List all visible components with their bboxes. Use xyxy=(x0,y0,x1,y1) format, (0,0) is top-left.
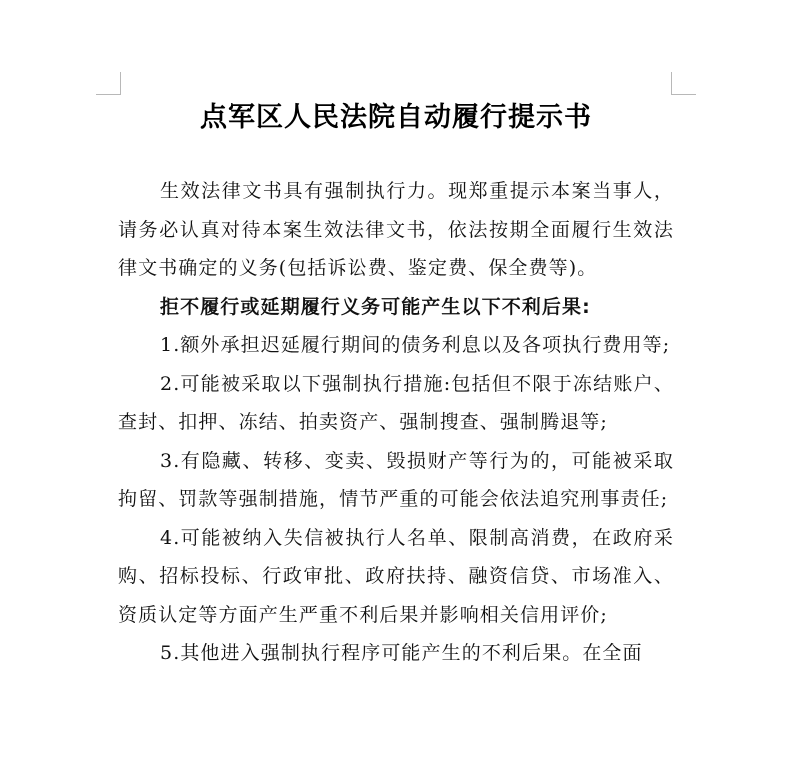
consequence-item-2: 2.可能被采取以下强制执行措施:包括但不限于冻结账户、查封、扣押、冻结、拍卖资产、强制搜查、强制腾退等; xyxy=(118,372,674,433)
consequence-item-3: 3.有隐藏、转移、变卖、毁损财产等行为的，可能被采取拘留、罚款等强制措施，情节严重的可能会依法追究刑事责任; xyxy=(118,449,674,510)
consequence-item-5: 5.其他进入强制执行程序可能产生的不利后果。在全面 xyxy=(160,642,643,664)
consequence-item-1: 1.额外承担迟延履行期间的债务利息以及各项执行费用等; xyxy=(160,334,671,356)
intro-paragraph: 生效法律文书具有强制执行力。现郑重提示本案当事人，请务必认真对待本案生效法律文书，依法按期全面履行生效法律文书确定的义务(包括诉讼费、鉴定费、保全费等)。 xyxy=(118,180,674,279)
consequence-item-4: 4.可能被纳入失信被执行人名单、限制高消费，在政府采购、招标投标、行政审批、政府扶持、融资信贷、市场准入、资质认定等方面产生严重不利后果并影响相关信用评价; xyxy=(118,526,674,626)
margin-corner-mark-left xyxy=(96,72,121,95)
consequences-heading: 拒不履行或延期履行义务可能产生以下不利后果: xyxy=(160,295,591,318)
margin-corner-mark-right xyxy=(671,72,696,95)
document-body xyxy=(118,172,674,673)
document-title: 点军区人民法院自动履行提示书 xyxy=(200,102,592,133)
